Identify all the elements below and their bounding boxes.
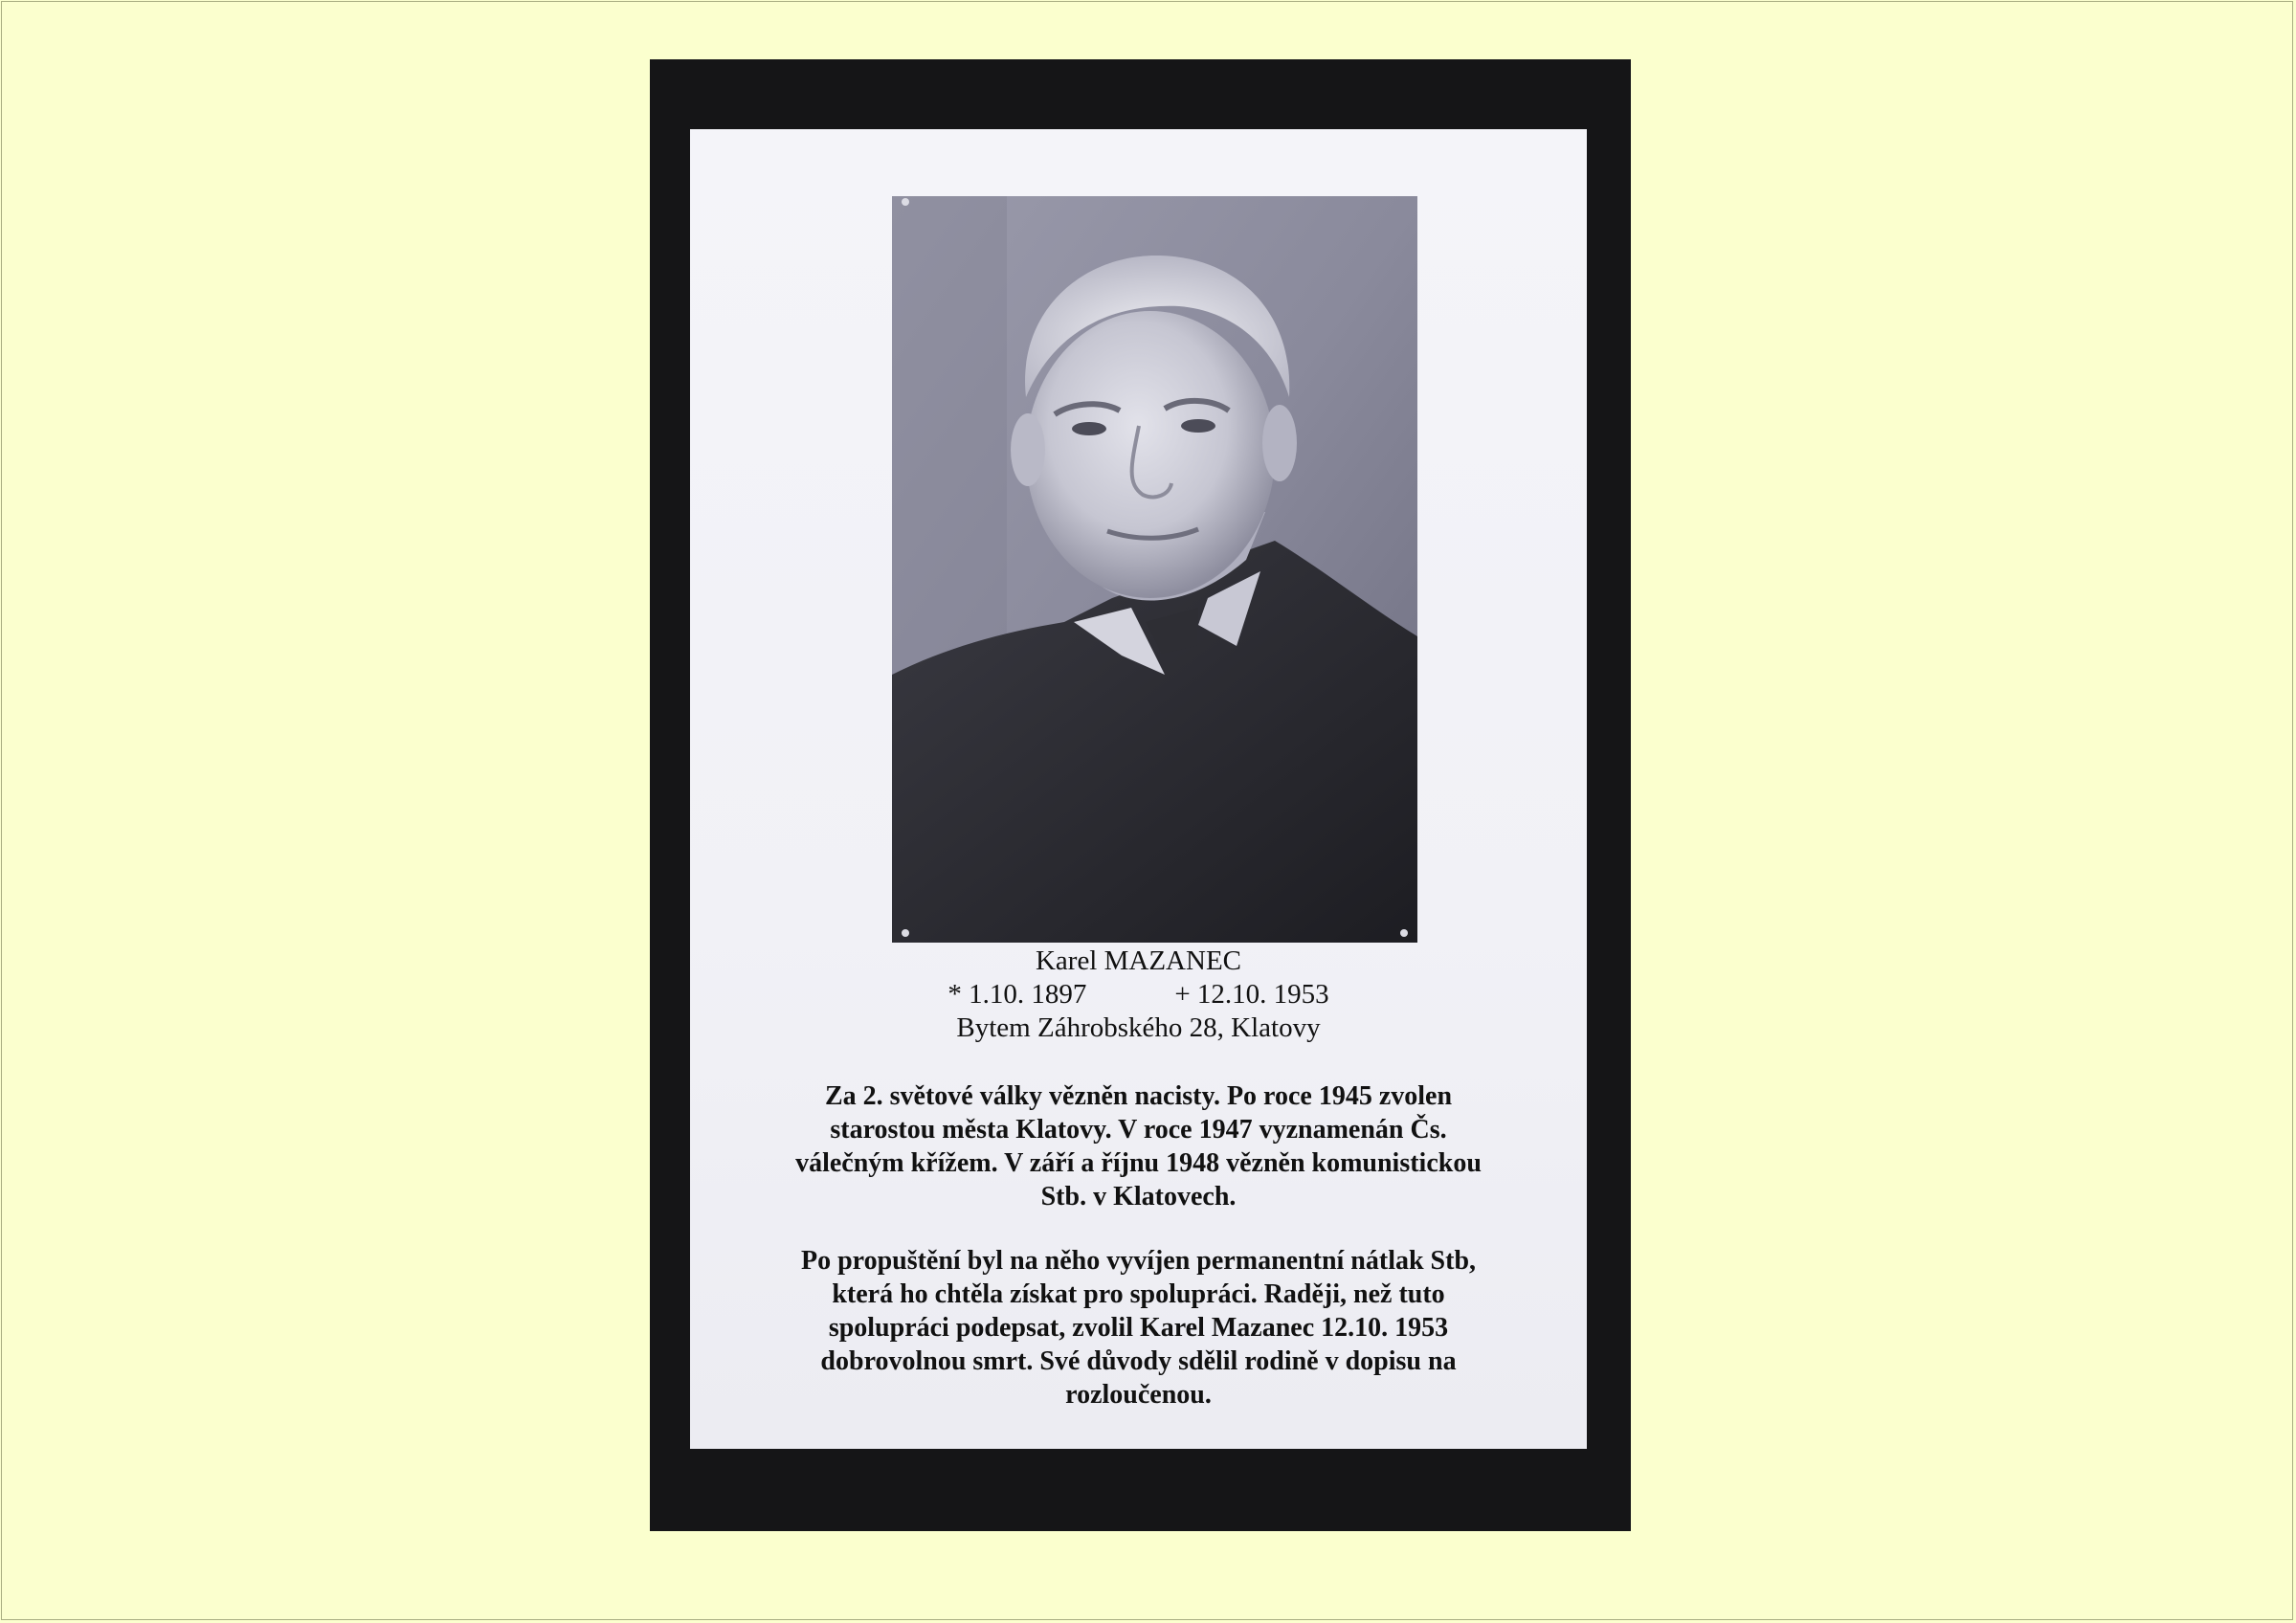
paragraph-line: rozloučenou. — [1065, 1380, 1212, 1410]
biography-paragraph-1 — [690, 1079, 1587, 1213]
paragraph-line: která ho chtěla získat pro spolupráci. Raději, než tuto — [832, 1279, 1445, 1309]
death-date: + 12.10. 1953 — [1174, 979, 1329, 1010]
paragraph-line: dobrovolnou smrt. Své důvody sdělil rodině v dopisu na — [820, 1346, 1457, 1376]
birth-date: * 1.10. 1897 — [947, 979, 1087, 1010]
address: Bytem Záhrobského 28, Klatovy — [956, 1012, 1321, 1043]
person-name: Karel MAZANEC — [1035, 945, 1242, 976]
memorial-card — [690, 129, 1587, 1449]
paragraph-line: Za 2. světové války vězněn nacisty. Po roce 1945 zvolen — [824, 1081, 1453, 1111]
biography-paragraph-2 — [690, 1244, 1587, 1412]
paragraph-line: spolupráci podepsat, zvolil Karel Mazanec 12.10. 1953 — [828, 1313, 1449, 1343]
paragraph-line: Po propuštění byl na něho vyvíjen permanentní nátlak Stb, — [800, 1246, 1477, 1276]
paragraph-line: Stb. v Klatovech. — [1040, 1182, 1237, 1212]
portrait-photo — [892, 196, 1417, 943]
paragraph-line: starostou města Klatovy. V roce 1947 vyznamenán Čs. — [830, 1115, 1447, 1145]
life-dates — [690, 978, 1587, 1012]
memorial-plaque — [650, 59, 1631, 1531]
paragraph-line: válečným křížem. V září a říjnu 1948 vězněn komunistickou — [795, 1148, 1482, 1178]
